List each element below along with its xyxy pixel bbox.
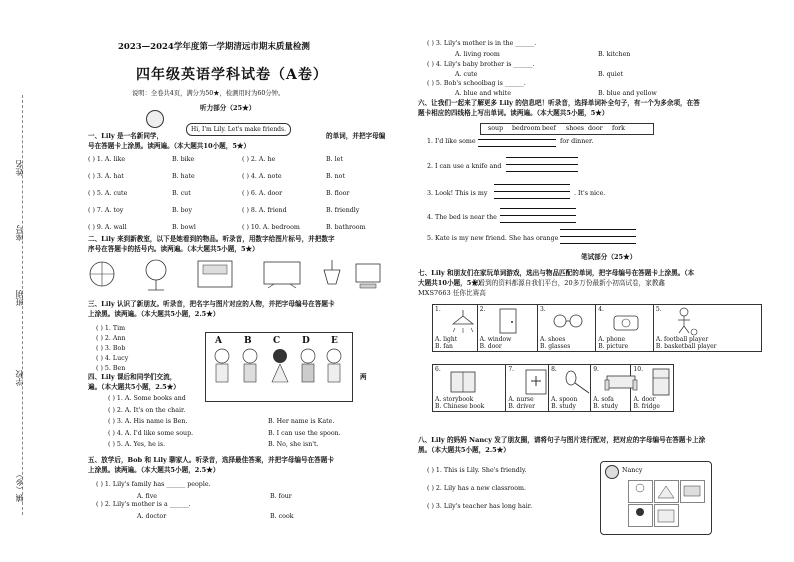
sec3-letter: A	[215, 336, 222, 346]
sec4-title-b: 两	[360, 373, 367, 381]
picture-cell	[433, 305, 478, 352]
nancy-name: Nancy	[622, 467, 643, 474]
sec6-blank-2a	[506, 157, 578, 158]
sec3-item: ( ) 3. Bob	[96, 345, 126, 352]
sec1-item-a: ( ) 9. A. wall	[88, 224, 127, 231]
sec6-s1-a: 1. I'd like some	[427, 138, 476, 145]
picture-cell	[506, 365, 549, 412]
option-a: A. phone	[598, 336, 626, 343]
sec6-blank-4a	[500, 208, 576, 209]
sec1-item-a: ( ) 7. A. toy	[88, 207, 124, 214]
sec6-s3-a: 3. Look! This is my	[427, 190, 488, 197]
sec1-item-d: B. not	[326, 173, 346, 180]
rt-q5-b: B. blue and yellow	[598, 90, 657, 97]
sec1-item-c: ( ) 2. A. he	[242, 156, 276, 163]
sec1-title-a: 一、Lily 是一名新同学，	[88, 132, 164, 140]
sec8-s2: ( ) 2. Lily has a new classroom.	[427, 485, 526, 492]
rt-q4-a: A. cute	[455, 71, 478, 78]
sec7-row2-table	[432, 364, 674, 412]
sec6-s4: 4. The bed is near the	[427, 214, 497, 221]
sec4-option-b: B. I can use the spoon.	[268, 429, 341, 437]
sec4-option-a: ( ) 3. A. His name is Ben.	[108, 418, 188, 425]
sec6-blank-2c	[506, 171, 578, 172]
option-b: B. study	[551, 403, 576, 410]
lily-avatar	[146, 110, 164, 128]
nancy-avatar	[605, 465, 619, 479]
school-label: 学校	[15, 370, 24, 386]
seat-label: 座号	[15, 225, 24, 241]
picture-area	[593, 366, 628, 396]
basketball-icon	[90, 262, 114, 286]
sec6-blank-4c	[500, 222, 576, 223]
kid-d-icon	[301, 349, 315, 382]
picture-area	[551, 366, 588, 396]
sec5-q2-b: B. cook	[270, 513, 294, 520]
sec1-title-c: 号在答题卡上涂黑。读两遍。（本大题共10小题，5★）	[88, 142, 251, 150]
sec6-blank-4b	[500, 215, 576, 216]
sec3-kids	[208, 346, 348, 398]
option-b: B. study	[593, 403, 618, 410]
word-bank-item: beef	[542, 125, 556, 132]
sec6-title-a: 六、让我们一起来了解更多 Lily 的信息吧！听录音，选择单词补全句子，有一个为多余项，在答	[418, 99, 700, 107]
sec3-item: ( ) 1. Tim	[96, 325, 126, 332]
sec4-option-a: ( ) 2. A. It's on the chair.	[108, 406, 186, 414]
word-bank-item: shoes	[566, 125, 585, 132]
word-bank-item: door	[588, 125, 603, 132]
picture-area	[540, 306, 593, 336]
option-a: A. storybook	[435, 396, 474, 403]
picture-area	[656, 306, 759, 336]
subject-title: 四年级英语学科试卷（A卷）	[136, 67, 328, 83]
item-number: 10.	[633, 366, 643, 373]
moments-pictures	[628, 480, 706, 530]
picture-area	[480, 306, 535, 336]
light-icon	[324, 260, 340, 284]
word-bank-item: soup	[488, 125, 504, 132]
written-part-title: 笔试部分（25★）	[581, 253, 637, 261]
sec3-item: ( ) 5. Ben	[96, 365, 126, 372]
sec3-title-b: 上涂黑。读两遍。（本大题共5小题，2.5★）	[88, 310, 220, 318]
instructions: 说明：全卷共4页，满分为50★，检测用时为60分钟。	[132, 90, 285, 97]
sec7-row1-table	[432, 304, 762, 352]
computer-icon	[356, 264, 380, 288]
sec4-option-b: B. No, she isn't.	[268, 441, 319, 448]
sec1-item-b: B. boy	[172, 207, 193, 214]
speech-bubble: Hi, I'm Lily. Let's make friends.	[186, 123, 291, 136]
sec6-s2: 2. I can use a knife and	[427, 163, 502, 170]
sec3-title-a: 三、Lily 认识了新朋友。听录音，把名字与图片对应的人物，并把字母编号在答题卡	[88, 300, 335, 308]
kid-e-icon	[327, 349, 341, 382]
picture-cell	[591, 365, 631, 412]
sec1-item-c: ( ) 4. A. note	[242, 173, 282, 180]
sec4-title-c: 遍。（本大题共5小题，2.5★）	[88, 383, 180, 391]
option-b: B. picture	[598, 343, 629, 350]
picture-area	[435, 366, 503, 396]
name-label: 姓名	[15, 160, 24, 176]
rt-q5: ( ) 5. Bob's schoolbag is ______.	[427, 80, 526, 87]
option-b: B. basketball player	[655, 343, 717, 350]
picture-area	[633, 366, 671, 396]
sec2-title-a: 二、Lily 来到新教室，以下是她看到的物品。听录音，用数字给图片标号，并把数字	[88, 235, 335, 243]
sec3-letter: D	[302, 336, 310, 346]
rt-q3: ( ) 3. Lily's mother is in the ______.	[427, 40, 537, 47]
option-b: B. door	[479, 343, 502, 350]
rt-q3-b: B. kitchen	[598, 51, 631, 58]
sec6-blank-1b	[478, 146, 556, 147]
sec7-overlap-note: 您看到的资料都源自我们平台，20多万份最新小初高试卷，家教鑫	[472, 279, 666, 287]
sec1-item-b: B. bowl	[172, 224, 196, 231]
picture-cell	[549, 365, 591, 412]
town-label: 镇（乡）	[15, 470, 24, 502]
rt-q5-a: A. blue and white	[455, 90, 511, 97]
sec5-q2-a: A. doctor	[137, 513, 167, 520]
item-number: 2.	[479, 306, 486, 313]
fridge-icon	[639, 366, 683, 398]
sec3-letter: C	[273, 336, 281, 346]
sec2-pictures	[88, 256, 388, 292]
sec4-option-b: B. Her name is Kate.	[268, 418, 335, 425]
picture-area	[508, 366, 546, 396]
sec5-q1: ( ) 1. Lily's family has ______ people.	[96, 481, 211, 488]
fan-icon	[146, 260, 166, 290]
sec6-title-b: 题卡相应的四线格上写出单词。读两遍。（本大题共5小题，5★）	[418, 109, 609, 117]
sec1-item-d: B. bathroom	[326, 224, 366, 231]
sec6-blank-3a	[494, 184, 570, 185]
sec5-title-b: 上涂黑。读两遍。（本大题共5小题，2.5★）	[88, 466, 220, 474]
sec1-item-b: B. cut	[172, 190, 191, 197]
option-a: A. spoon	[551, 396, 578, 403]
exam-title: 2023—2024学年度第一学期清远市期末质量检测	[118, 42, 310, 52]
item-number: 6.	[435, 366, 441, 373]
item-number: 5.	[655, 306, 662, 313]
sec1-item-d: B. floor	[326, 190, 350, 197]
listening-part-title: 听力部分（25★）	[200, 104, 256, 112]
sec7-overlap-note-2: MXS7663 任你比赛高	[418, 289, 486, 297]
sec1-item-b: B. bike	[172, 156, 195, 163]
option-b: B. fridge	[633, 403, 660, 410]
sec6-blank-2b	[506, 164, 578, 165]
option-a: A. sofa	[593, 396, 614, 403]
picture-cell	[596, 305, 654, 352]
picture-cell	[433, 365, 506, 412]
sec7-title-a: 七、Lily 和朋友们在家玩单词游戏，选出与物品匹配的单词，把字母编号在答题卡上涂黑。（本	[418, 269, 695, 277]
sec5-q1-a: A. five	[137, 493, 158, 500]
sec4-option-a: ( ) 4. A. I'd like some soup.	[108, 429, 194, 437]
sec1-item-b: B. hate	[172, 173, 195, 180]
rt-q4-b: B. quiet	[598, 71, 623, 78]
class-label: 班别	[15, 290, 24, 306]
rt-q4: ( ) 4. Lily's baby brother is ______.	[427, 61, 535, 68]
picture-cell	[477, 305, 537, 352]
picture-cell	[653, 305, 761, 352]
sec4-option-a: ( ) 5. A. Yes, he is.	[108, 441, 166, 448]
sec2-title-b: 序号在答题卡的括号内。读两遍。（本大题共5小题，5★）	[88, 245, 259, 253]
item-number: 1.	[435, 306, 441, 313]
item-number: 3.	[539, 306, 546, 313]
glasses-icon	[546, 306, 590, 338]
classroom-icon	[198, 261, 232, 287]
sec6-blank-3b	[494, 191, 570, 192]
sec1-item-c: ( ) 10. A. bedroom	[242, 224, 300, 231]
sec6-s1-b: for dinner.	[560, 138, 594, 145]
word-bank-item: bedroom	[512, 125, 541, 132]
sec5-q1-b: B. four	[270, 493, 292, 500]
sec8-s1: ( ) 1. This is Lily. She's friendly.	[427, 467, 527, 474]
sec8-s3: ( ) 3. Lily's teacher has long hair.	[427, 503, 533, 510]
sec1-item-a: ( ) 1. A. like	[88, 156, 126, 163]
picture-cell	[537, 305, 595, 352]
sec7-title-b: 大题共10小题，5★）	[418, 279, 485, 287]
board-icon	[264, 262, 300, 288]
option-a: A. nurse	[508, 396, 534, 403]
sec1-item-c: ( ) 8. A. friend	[242, 207, 287, 214]
item-number: 9.	[593, 366, 599, 373]
option-a: A. window	[479, 336, 512, 343]
option-a: A. football player	[655, 336, 709, 343]
option-b: B. fan	[435, 343, 453, 350]
sec5-title-a: 五、放学后，Bob 和 Lily 聊家人。听录音，选择最佳答案，并把字母编号在答题卡	[88, 456, 334, 464]
sec4-title-a: 四、Lily 课后和同学们交流，	[88, 373, 177, 381]
sec6-blank-1a	[478, 139, 556, 140]
sec1-item-a: ( ) 5. A. cute	[88, 190, 128, 197]
sec3-letter: E	[331, 336, 338, 346]
door-icon	[486, 306, 530, 338]
book-icon	[441, 366, 485, 398]
sec6-blank-5b	[560, 236, 636, 237]
sec1-item-d: B. let	[326, 156, 343, 163]
player-icon	[662, 306, 706, 338]
phone-icon	[604, 306, 648, 338]
sec6-blank-5a	[560, 229, 636, 230]
sec6-s5: 5. Kate is my new friend. She has orange	[427, 235, 559, 242]
sec4-option-a: ( ) 1. A. Some books and	[108, 395, 186, 402]
sec5-q2: ( ) 2. Lily's mother is a ______.	[96, 501, 191, 508]
sec1-item-a: ( ) 3. A. hat	[88, 173, 124, 180]
item-number: 7.	[508, 366, 515, 373]
option-b: B. glasses	[539, 343, 571, 350]
picture-cell	[631, 365, 674, 412]
kid-c-icon	[272, 349, 288, 382]
sec6-s3-b: . It's nice.	[574, 190, 606, 197]
kid-b-icon	[243, 349, 257, 382]
sec1-title-b: 的单词，并把字母编	[326, 132, 386, 140]
option-a: A. light	[435, 336, 458, 343]
sec6-blank-3c	[494, 198, 570, 199]
sec3-item: ( ) 4. Lucy	[96, 355, 129, 362]
word-bank-item: fork	[612, 125, 625, 132]
option-b: B. driver	[508, 403, 535, 410]
sec3-letter: B	[244, 336, 252, 346]
kid-a-icon	[215, 349, 229, 382]
rt-q3-a: A. living room	[455, 51, 500, 58]
item-number: 8.	[551, 366, 557, 373]
sec6-blank-5c	[560, 243, 636, 244]
sec3-item: ( ) 2. Ann	[96, 335, 126, 342]
option-b: B. Chinese book	[435, 403, 485, 410]
sec8-title-b: 黑。（本大题共5小题，2.5★）	[418, 446, 510, 454]
picture-area	[598, 306, 651, 336]
sec1-item-c: ( ) 6. A. door	[242, 190, 283, 197]
lamp-icon	[441, 306, 485, 338]
option-a: A. door	[633, 396, 656, 403]
picture-area	[435, 306, 475, 336]
option-a: A. shoes	[539, 336, 566, 343]
item-number: 4.	[598, 306, 604, 313]
sec8-title-a: 八、Lily 的妈妈 Nancy 发了朋友圈，请将句子与图片进行配对，把对应的字母编号在答题卡上涂	[418, 436, 706, 444]
sec1-item-d: B. friendly	[326, 207, 360, 214]
